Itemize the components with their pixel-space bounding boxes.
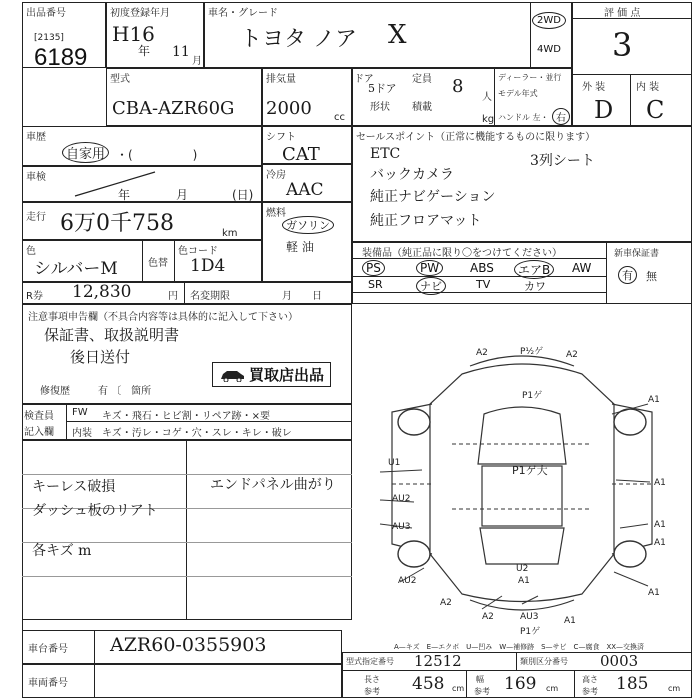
color-label: 色 xyxy=(26,246,36,257)
selling-side-point: 3列シート xyxy=(530,153,595,169)
shaken-label: 車検 xyxy=(26,172,46,183)
plate-box xyxy=(22,664,342,698)
height-unit: cm xyxy=(668,684,681,693)
ac-label: 冷房 xyxy=(266,170,286,181)
fw-label: FW xyxy=(72,407,88,418)
width-unit: cm xyxy=(546,684,559,693)
fuel-label: 燃料 xyxy=(266,208,286,219)
door-value: 5ドア xyxy=(368,82,397,95)
model-value: CBA-AZR60G xyxy=(112,98,235,119)
mileage-label: 走行 xyxy=(26,212,46,223)
lot-number: 6189 xyxy=(34,44,88,71)
fuel-alt: 軽 油 xyxy=(286,240,314,254)
remark-1: キーレス破損 xyxy=(32,479,116,495)
diagram-legend: A—キズ E—エクボ U—凹み W—補修跡 S—サビ C—腐食 XX—交換済 xyxy=(394,643,645,651)
length-label: 長さ xyxy=(364,675,380,684)
diag-ann-1: A2 xyxy=(476,348,488,358)
reg-suffix: 月 xyxy=(192,56,202,67)
history-label: 車歴 xyxy=(26,132,46,143)
diag-ann-9: AU2 xyxy=(392,494,411,504)
fuel-value: ガソリン xyxy=(282,216,334,234)
remarks-box xyxy=(22,440,352,620)
diag-ann-11: A1 xyxy=(654,520,666,530)
color-code-label: 色コード xyxy=(178,246,218,257)
int-grade: C xyxy=(646,96,665,124)
diag-ann-14: U2 xyxy=(516,564,529,574)
ext-label: 外 装 xyxy=(582,82,606,93)
diag-ann-18: A2 xyxy=(482,612,494,622)
length-value: 458 xyxy=(412,674,445,694)
manual-yes: 有 xyxy=(618,266,637,284)
recycle-value: 12,830 xyxy=(72,282,132,302)
diag-ann-21: A1 xyxy=(564,616,576,626)
type-label: 型式指定番号 xyxy=(346,657,394,666)
notes-label: 注意事項申告欄（不具合内容等は具体的に記入して下さい） xyxy=(28,312,298,323)
ext-grade: D xyxy=(594,96,614,124)
score-value: 3 xyxy=(612,26,633,64)
width-label: 幅 xyxy=(476,675,484,684)
selling-label: セールスポイント（正常に機能するものに限ります） xyxy=(356,132,596,143)
diag-ann-7: P1ゲ大 xyxy=(512,464,548,477)
stamp-text: 買取店出品 xyxy=(249,366,325,384)
height-value: 185 xyxy=(616,674,649,694)
diag-ann-8: A1 xyxy=(654,478,666,488)
load-label: 積載 xyxy=(412,102,432,113)
diag-ann-2: P½ゲ xyxy=(520,347,544,357)
int-label: 内 装 xyxy=(636,82,660,93)
length-ref: 参考 xyxy=(364,687,380,696)
buyer-stamp xyxy=(212,362,331,387)
diag-ann-20: P1ゲ xyxy=(520,627,541,637)
chassis-label: 車台番号 xyxy=(28,644,68,655)
diag-ann-15: A1 xyxy=(518,576,530,586)
diag-ann-19: AU3 xyxy=(520,612,539,622)
diag-ann-12: A1 xyxy=(654,538,666,548)
dealer-label: ディーラー・並行 xyxy=(498,73,562,82)
shift-value: CAT xyxy=(282,144,320,165)
equip-sr: SR xyxy=(368,278,383,291)
diag-ann-16: AU2 xyxy=(398,576,417,586)
equip-navi: ナビ xyxy=(416,277,446,295)
namechange-label: 名変期限 xyxy=(190,291,230,302)
repair-label: 修復歴 xyxy=(40,386,70,397)
reg-year: H16 xyxy=(112,22,155,46)
diag-ann-17: A2 xyxy=(440,598,452,608)
opt-2wd: 2WD xyxy=(532,12,566,29)
equip-abs: ABS xyxy=(470,261,494,275)
notes-line-2: 後日送付 xyxy=(70,348,131,366)
selling-point-4: 純正フロアマット xyxy=(370,213,482,229)
diag-ann-10: AU3 xyxy=(392,522,411,532)
equip-tv: TV xyxy=(476,278,491,291)
diag-ann-4: P1ゲ xyxy=(522,391,543,401)
reg-label: 初度登録年月 xyxy=(110,8,170,19)
diag-ann-6: U1 xyxy=(388,458,401,468)
manual-label: 新車保証書 xyxy=(614,249,660,259)
opt-4wd: 4WD xyxy=(537,44,561,55)
history-rest: ・( ) xyxy=(116,148,198,162)
height-ref: 参考 xyxy=(582,687,598,696)
inspector-col2: 記入欄 xyxy=(24,427,54,438)
handle-value: 右 xyxy=(552,108,570,125)
history-value: 自家用 xyxy=(62,142,109,163)
score-label: 評 価 点 xyxy=(604,8,641,19)
car-icon xyxy=(219,368,245,382)
diag-ann-3: A2 xyxy=(566,350,578,360)
reg-mark: 年 xyxy=(138,44,151,58)
shaken-month: 月 xyxy=(176,188,189,202)
remark-right: エンドパネル曲がり xyxy=(210,477,336,493)
name-label: 車名・グレード xyxy=(208,8,278,19)
selling-point-1: ETC xyxy=(370,146,401,162)
mileage-value: 6万0千758 xyxy=(60,211,174,236)
fw-items: キズ・飛石・ヒビ割・リペア跡・×要 xyxy=(102,411,270,422)
equip-airbag: エアB xyxy=(514,260,554,279)
selling-point-3: 純正ナビゲーション xyxy=(370,189,496,205)
notes-line-1: 保証書、取扱説明書 xyxy=(44,326,180,344)
chassis-value: AZR60-0355903 xyxy=(110,634,267,656)
recycle-unit: 円 xyxy=(168,291,178,302)
equip-aw: AW xyxy=(572,261,592,275)
length-unit: cm xyxy=(452,684,465,693)
color-code: 1D4 xyxy=(190,256,226,276)
irogae-label: 色替 xyxy=(148,258,168,269)
lot-label: 出品番号 xyxy=(26,8,66,19)
equip-ps: PS xyxy=(362,260,385,276)
color-value: シルバーM xyxy=(34,259,118,279)
shift-label: シフト xyxy=(266,132,296,143)
width-ref: 参考 xyxy=(474,687,490,696)
shaken-strike xyxy=(70,168,160,200)
disp-value: 2000 xyxy=(266,98,312,119)
diag-ann-5: A1 xyxy=(648,395,660,405)
disp-label: 排気量 xyxy=(266,74,296,85)
ac-value: AAC xyxy=(286,180,324,200)
diag-ann-13: A1 xyxy=(648,588,660,598)
int-inspect-items: キズ・汚レ・コゲ・穴・スレ・キレ・破レ xyxy=(102,428,292,439)
shape-label: 形状 xyxy=(370,102,390,113)
class-label: 類別区分番号 xyxy=(520,657,568,666)
disp-unit: cc xyxy=(334,112,345,123)
model-year-label: モデル年式 xyxy=(498,89,538,98)
repair-value: 有 〔 箇所 xyxy=(98,386,152,397)
reg-month: 11 xyxy=(172,44,190,60)
load-unit: kg xyxy=(482,114,495,125)
remark-2: ダッシュ板のリアト xyxy=(32,503,158,519)
model-label: 型式 xyxy=(110,74,130,85)
handle-label: ハンドル 左・ xyxy=(498,113,549,122)
cap-unit: 人 xyxy=(482,92,492,103)
car-name: トヨタ ノア xyxy=(240,27,357,52)
inspector-col1: 検査員 xyxy=(24,411,54,422)
mileage-unit: km xyxy=(222,228,238,239)
remark-3: 各キズ m xyxy=(32,543,92,559)
shaken-year: 年 xyxy=(118,188,131,202)
equip-pw: PW xyxy=(416,260,443,276)
score-box xyxy=(572,2,692,126)
lot-sub: [2135] xyxy=(34,33,64,43)
cap-value: 8 xyxy=(452,76,464,97)
height-label: 高さ xyxy=(582,675,598,684)
class-value: 0003 xyxy=(600,652,639,670)
shaken-day: (日) xyxy=(232,188,254,202)
equipment-label: 装備品（純正品に限り〇をつけてください） xyxy=(362,248,562,259)
equip-leather: カワ xyxy=(524,280,546,293)
manual-no: 無 xyxy=(646,270,657,283)
recycle-label: R券 xyxy=(26,291,43,302)
width-value: 169 xyxy=(504,674,537,694)
int-inspect-label: 内装 xyxy=(72,428,92,439)
selling-point-2: バックカメラ xyxy=(370,167,454,183)
type-value: 12512 xyxy=(414,652,462,670)
grade: X xyxy=(388,20,407,50)
namechange-unit: 月 日 xyxy=(282,291,322,302)
door-label: ドア xyxy=(354,74,374,85)
cap-label: 定員 xyxy=(412,74,432,85)
plate-label: 車両番号 xyxy=(28,678,68,689)
